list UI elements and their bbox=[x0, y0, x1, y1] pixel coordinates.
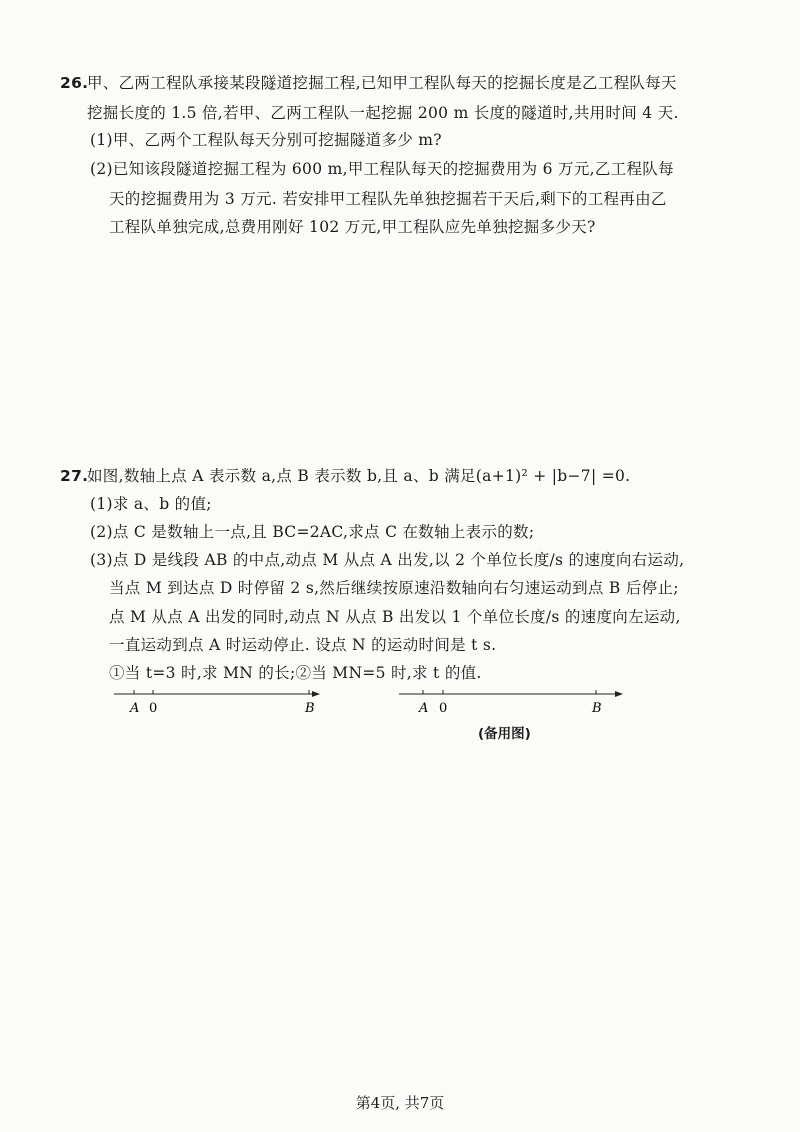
part-3-text: (3)点 D 是线段 AB 的中点,动点 M 从点 A 出发,以 2 个单位长度/s 的速度向右运动, bbox=[90, 551, 685, 569]
question-number: 26. bbox=[60, 74, 89, 92]
question-text-line: 挖掘长度的 1.5 倍,若甲、乙两工程队一起挖掘 200 m 长度的隧道时,共用时间 4 天. bbox=[87, 104, 679, 122]
part-2-text: (2)点 C 是数轴上一点,且 BC=2AC,求点 C 在数轴上表示的数; bbox=[90, 523, 535, 541]
part-2-text: 天的挖掘费用为 3 万元. 若安排甲工程队先单独挖掘若干天后,剩下的工程再由乙 bbox=[109, 190, 667, 208]
question-text-line: 如图,数轴上点 A 表示数 a,点 B 表示数 b,且 a、b 满足(a+1)² + |b−7| =0. bbox=[87, 467, 631, 485]
label-A: A bbox=[419, 701, 429, 716]
number-line-figure bbox=[112, 684, 322, 720]
part-1-text: (1)甲、乙两个工程队每天分别可挖掘隧道多少 m? bbox=[90, 131, 442, 149]
number-line-spare-figure bbox=[397, 684, 625, 720]
part-3-subquestions: ①当 t=3 时,求 MN 的长;②当 MN=5 时,求 t 的值. bbox=[109, 664, 482, 682]
label-zero: 0 bbox=[149, 701, 158, 716]
question-number: 27. bbox=[60, 467, 89, 485]
label-zero: 0 bbox=[439, 701, 448, 716]
question-text-line: 甲、乙两工程队承接某段隧道挖掘工程,已知甲工程队每天的挖掘长度是乙工程队每天 bbox=[87, 74, 677, 92]
part-2-text: (2)已知该段隧道挖掘工程为 600 m,甲工程队每天的挖掘费用为 6 万元,乙工程队每 bbox=[90, 160, 674, 178]
part-3-text: 一直运动到点 A 时运动停止. 设点 N 的运动时间是 t s. bbox=[109, 636, 497, 654]
part-3-text: 当点 M 到达点 D 时停留 2 s,然后继续按原速沿数轴向右匀速运动到点 B 后停止; bbox=[109, 579, 679, 597]
label-A: A bbox=[130, 701, 140, 716]
part-3-text: 点 M 从点 A 出发的同时,动点 N 从点 B 出发以 1 个单位长度/s 的速度向左运动, bbox=[109, 608, 681, 626]
axis-arrow bbox=[615, 691, 623, 697]
label-B: B bbox=[592, 701, 602, 716]
page-footer: 第4页, 共7页 bbox=[355, 1094, 445, 1112]
figure-caption: (备用图) bbox=[478, 726, 531, 742]
label-B: B bbox=[305, 701, 315, 716]
axis-arrow bbox=[312, 691, 320, 697]
part-2-text: 工程队单独完成,总费用刚好 102 万元,甲工程队应先单独挖掘多少天? bbox=[109, 218, 596, 236]
part-1-text: (1)求 a、b 的值; bbox=[90, 495, 212, 513]
